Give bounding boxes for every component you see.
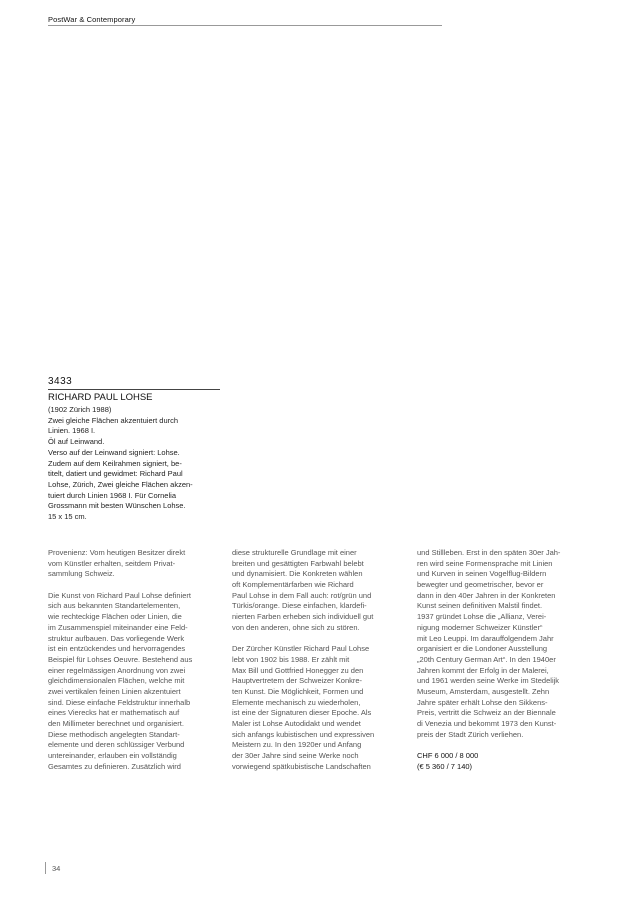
lot-description-line: (1902 Zürich 1988) [48,405,112,414]
body-text-line: im Zusammenspiel miteinander eine Feld- [48,622,188,632]
body-text-line: 1937 gründet Lohse die „Allianz, Verei- [417,612,547,622]
footer-divider [45,862,46,874]
body-text-line: Der Zürcher Künstler Richard Paul Lohse [232,644,370,654]
body-text-line: Maler ist Lohse Autodidakt und wendet [232,719,361,728]
lot-description-line: Zudem auf dem Keilrahmen signiert, be- [48,458,182,468]
body-text-line: Jahre später erhält Lohse den Sikkens- [417,697,548,707]
body-text-line: der 30er Jahre sind seine Werke noch [232,751,359,761]
body-text-line: Elemente mechanisch zu wiederholen, [232,697,361,707]
lot-description-line: Linien. 1968 I. [48,426,96,436]
body-text-line: und Kurven in seinen Vogelflug-Bildern [417,569,547,579]
text-column-1 [48,548,220,772]
artist-name: RICHARD PAUL LOHSE [48,392,153,403]
body-text-line: nierten Farben erheben sich individuell gut [232,612,374,622]
body-text-line: Provenienz: Vom heutigen Besitzer direkt [48,548,186,557]
lot-description-line: Verso auf der Leinwand signiert: Lohse. [48,447,180,457]
lot-details [48,376,220,523]
body-text-line: Museum, Amsterdam, ausgestellt. Zehn [417,686,550,696]
body-text-line: Diese methodisch angelegten Standart- [48,729,180,739]
body-text-line: struktur aufbauen. Das vorliegende Werk [48,633,185,643]
text-column-3 [417,548,589,772]
body-text-line: sind. Diese einfache Feldstruktur innerhalb [48,697,191,707]
body-text-line: Meistern zu. In den 1920er und Anfang [232,740,362,750]
body-text-line: und dynamisiert. Die Konkreten wählen [232,569,363,579]
body-text-line: Kunst seinen definitiven Malstil findet. [417,601,543,611]
lot-number: 3433 [48,376,73,387]
body-text-line: sich aus bekannten Standartelementen, [48,601,181,611]
price-estimate: (€ 5 360 / 7 140) [417,761,473,771]
lot-description-line: tuiert durch Linien 1968 I. Für Cornelia [48,490,176,500]
body-text-line: elemente und deren schlüssiger Verbund [48,740,185,750]
lot-description-line: Öl auf Leinwand. [48,437,105,447]
body-text-line: gleichdimensionalen Flächen, welche mit [48,676,185,686]
body-text-line: und 1961 werden seine Werke im Stedelijk [417,676,560,686]
text-column-2 [232,548,404,772]
lot-description-line: Grossmann mit besten Wünschen Lohse. [48,501,186,511]
lot-divider [48,389,220,390]
body-text-line: ten Kunst. Die Möglichkeit, Formen und [232,686,364,696]
body-text-line: Die Kunst von Richard Paul Lohse definiert [48,590,191,600]
body-text-line: dann in den 40er Jahren in der Konkreten [417,590,556,600]
lot-description-line: titelt, datiert und gewidmet: Richard Paul [48,469,183,479]
body-text-line: oft Komplementärfarben wie Richard [232,580,354,590]
body-text-line: ist ein entzückendes und hervorragendes [48,644,186,654]
body-text-line [48,580,220,591]
body-text-line: ren wird seine Formensprache mit Linien [417,558,553,568]
section-header: PostWar & Contemporary [48,15,136,24]
body-text-line: Türkis/orange. Diese einfachen, klardefi- [232,601,367,611]
header-divider [48,25,442,26]
body-text-line: eines Vierecks hat er mathematisch auf [48,708,180,718]
body-text-line: einer regelmässigen Anordnung von zwei [48,665,186,675]
body-text-line: Max Bill und Gottfried Honegger zu den [232,665,364,675]
body-text-line: ist eine der Signaturen dieser Epoche. Als [232,708,372,718]
body-text-line: Gesamtes zu definieren. Zusätzlich wird [48,761,181,771]
body-text-line: zwei vertikalen feinen Linien akzentuiert [48,686,181,696]
body-text-line: preis der Stadt Zürich verliehen. [417,729,524,739]
body-text-line: diese strukturelle Grundlage mit einer [232,548,357,557]
body-text-line: und Stillleben. Erst in den späten 30er Jah- [417,548,561,557]
body-text-line: untereinander, erlauben ein vollständig [48,751,177,761]
body-text-line: lebt von 1902 bis 1988. Er zählt mit [232,654,350,664]
body-text-line: Preis, vertritt die Schweiz an der Biennale [417,708,556,718]
lot-description-line: 15 x 15 cm. [48,512,87,522]
price-estimate: CHF 6 000 / 8 000 [417,751,479,761]
body-text-line: Jahren kommt der Erfolg in der Malerei, [417,665,549,675]
body-text-line: Paul Lohse in dem Fall auch: rot/grün und [232,590,372,600]
lot-description-line: Lohse, Zürich, Zwei gleiche Flächen akzen- [48,479,193,489]
body-text-line: „20th Century German Art“. In den 1940er [417,654,556,664]
body-text-line: Beispiel für Lohses Oeuvre. Bestehend aus [48,654,193,664]
body-text-line: sammlung Schweiz. [48,569,115,579]
lot-description-line: Zwei gleiche Flächen akzentuiert durch [48,415,179,425]
body-text-line [232,634,404,645]
body-text-line: nigung moderner Schweizer Künstler“ [417,622,543,632]
body-text-line [417,740,589,751]
body-text-line: von den anderen, ohne sich zu stören. [232,622,360,632]
body-text-line: mit Leo Leuppi. Im darauffolgendem Jahr [417,633,554,643]
body-text-line: Hauptvertretern der Schweizer Konkre- [232,676,363,686]
body-text-line: sich anfangs kubistischen und expressiven [232,729,375,739]
page-number: 34 [52,864,61,873]
body-text-line: vom Künstler erhalten, seitdem Privat- [48,558,176,568]
body-text-line: vorwiegend spätkubistische Landschaften [232,761,371,771]
body-text-line: breiten und gesättigten Farbwahl belebt [232,558,364,568]
lot-description [48,405,220,523]
body-text-line: organisiert er die Londoner Ausstellung [417,644,548,654]
body-text-line: wie rechteckige Flächen oder Linien, die [48,612,182,622]
body-text-line: bewegter und geometrischer, bevor er [417,580,544,590]
body-text-line: den Millimeter berechnet und organisiert. [48,719,184,728]
body-text-line: di Venezia und bekommt 1973 den Kunst- [417,719,557,728]
